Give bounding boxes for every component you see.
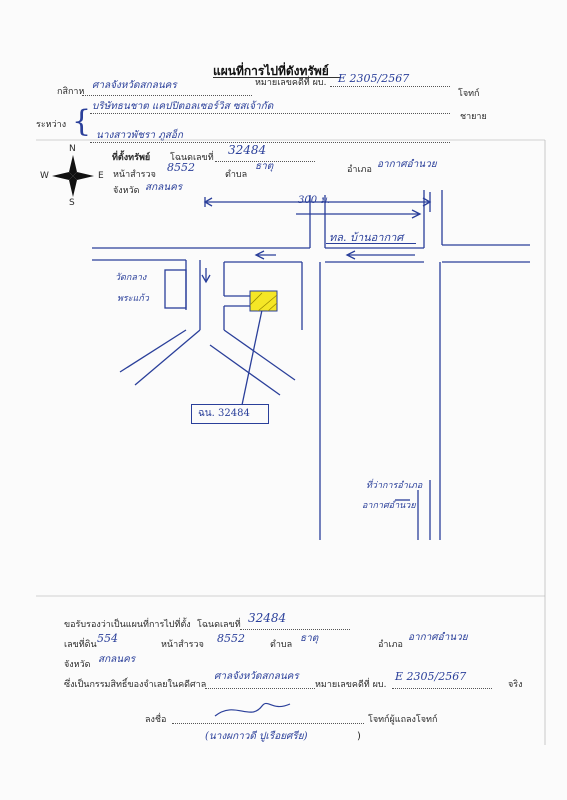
defendant-value: นางสาวพัชรา ภูสอ็ก [96,130,183,141]
signer-role: โจทก์ผู้แถลงโจทก์ [368,715,438,725]
court-label: กสิกาห [57,87,85,97]
compass-rose [52,155,94,197]
compass-s: S [69,198,75,208]
footer-page-value: 8552 [217,632,245,645]
footer-subdistrict-value: ธาตุ [300,633,319,644]
location-label: ที่ตั้งทรัพย์ [112,153,151,163]
between-brace: { [72,104,92,139]
page-value: 8552 [167,161,195,174]
plaintiff-value: บริษัทธนชาต แคปปิตอลเซอร์วิส ซสเจ้ากัด [92,101,274,112]
footer-case-no-value: E 2305/2567 [395,670,467,683]
footer-district-label: อำเภอ [378,640,403,650]
case-no-value: E 2305/2567 [338,72,410,85]
defendant-label: ชายาย [460,112,487,122]
court-value: ศาลจังหวัดสกลนคร [92,80,177,91]
district-label: อำเภอ [347,165,372,175]
truly-label: จริง [508,680,523,690]
ownership-label: ซึ่งเป็นกรรมสิทธิ์ของจำเลยในคดีศาล [64,680,207,690]
road-label-underline [326,243,416,244]
close-paren: ) [357,731,361,742]
distance-label: 300 ม. [298,195,331,206]
footer-deed-dotline [240,629,350,630]
footer-subdistrict-label: ตำบล [270,640,293,650]
between-label: ระหว่าง [36,120,67,130]
footer-court-value: ศาลจังหวัดสกลนคร [214,671,299,682]
sign-dotline [172,723,364,724]
footer-case-no-label: หมายเลขคดีที่ ผบ. [315,680,387,690]
temple-label-1: วัดกลาง [115,273,147,283]
temple-label-2: พระแก้ว [117,294,149,304]
compass-w: W [40,171,49,181]
footer-deed-value: 32484 [248,611,287,625]
road-label: ทล. บ้านอากาศ [329,231,404,244]
page-label: หน้าสำรวจ [113,170,156,180]
case-no-label: หมายเลขคดีที่ ผบ. [255,78,327,88]
district-office-label-2: อากาศอำนวย [362,501,416,511]
subdistrict-value: ธาตุ [255,161,274,172]
signer-name: (นางผกาวดี ปูเรือยศรีย) [205,731,308,742]
subdistrict-label: ตำบล [225,170,248,180]
footer-province-value: สกลนคร [98,654,136,665]
certify-label: ขอรับรองว่าเป็นแผนที่การไปที่ตั้ง [64,620,191,630]
sign-label: ลงชื่อ [145,715,167,725]
footer-land-no-label: เลขที่ดิน [64,640,97,650]
province-value: สกลนคร [145,182,183,193]
district-value: อากาศอำนวย [377,159,437,170]
footer-page-label: หน้าสำรวจ [161,640,204,650]
compass-e: E [98,171,104,181]
footer-case-no-dotline [392,688,492,689]
deed-label: โฉนดเลขที่ [170,153,214,163]
page-title: แผนที่การไปที่ดังทรัพย์ [213,64,329,78]
compass-n: N [69,144,76,154]
footer-province-label: จังหวัด [64,660,91,670]
footer-district-value: อากาศอำนวย [408,632,468,643]
plaintiff-label: โจทก์ [458,89,480,99]
province-label: จังหวัด [113,186,140,196]
parcel-tag: ฉน. 32484 [198,408,250,419]
footer-deed-label: โฉนดเลขที่ [197,620,241,630]
footer-land-no-value: 554 [97,632,118,645]
ownership-dotline [205,688,315,689]
district-office-label-1: ที่ว่าการอำเภอ [366,481,423,491]
deed-value: 32484 [228,143,267,157]
